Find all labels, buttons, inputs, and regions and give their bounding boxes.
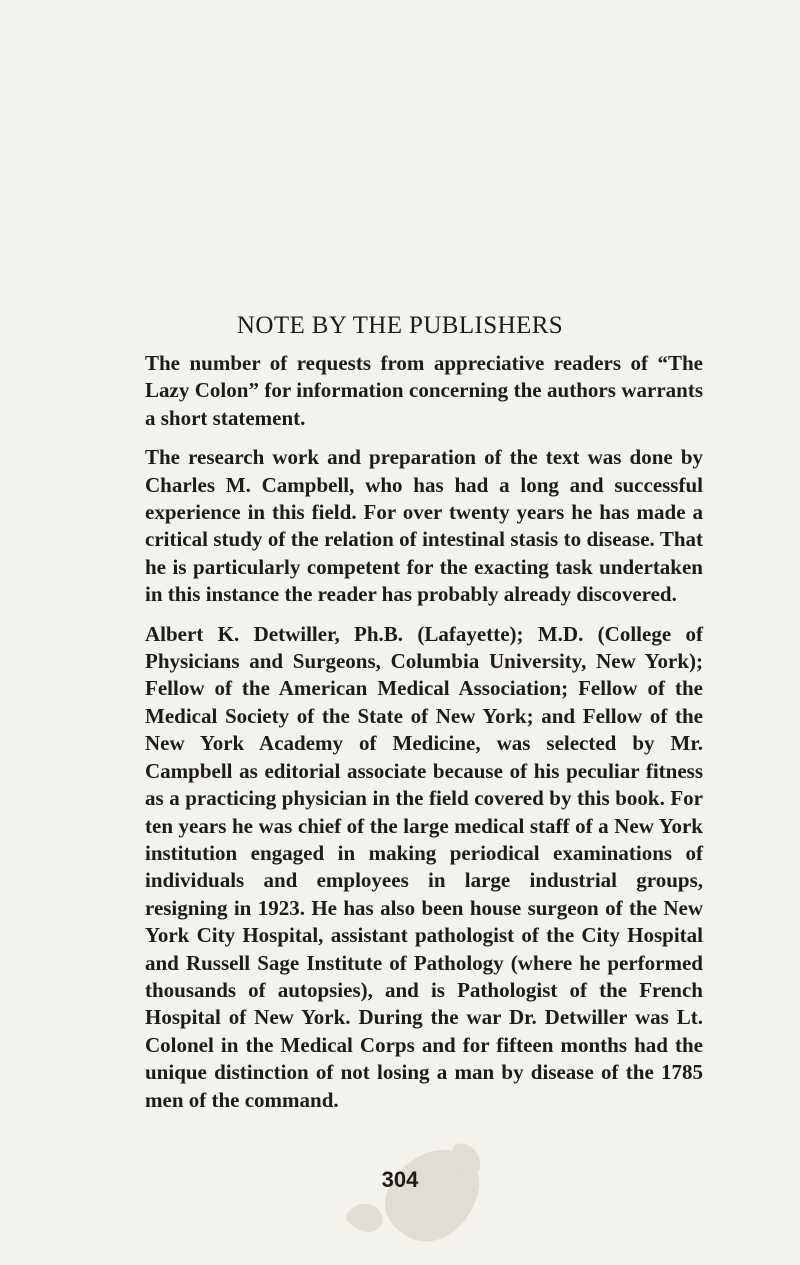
page-title: NOTE BY THE PUBLISHERS xyxy=(236,312,564,339)
page-number: 304 xyxy=(381,1167,419,1192)
paragraph-intro: The number of requests from appreciative readers of “The Lazy Colon” for information concerning the authors warrants a short statement. xyxy=(145,351,703,430)
paragraph-detwiller: Albert K. Detwiller, Ph.B. (Lafayette); M.D. (College of Physicians and Surgeons, Columbia University, New York); Fellow of the American Medical Association; Fellow of the Medical Society of the State of New York; and Fellow of the New York Academy of Medicine, was selected by Mr. Campbell as editorial associate because of his peculiar fitness as a practicing physician in the field covered by this book. For ten years he was chief of the large medical staff of a New York institution engaged in making periodical examinations of individuals and employees in large industrial groups, resigning in 1923. He has also been house surgeon of the New York City Hospital, assistant pathologist of the City Hospital and Russell Sage Institute of Pathology (where he performed thousands of autopsies), and is Pathologist of the French Hospital of New York. During the war Dr. Detwiller was Lt. Colonel in the Medical Corps and for fifteen months had the unique distinction of not losing a man by disease of the 1785 men of the command. xyxy=(145,621,703,1112)
body-text xyxy=(145,350,703,1126)
paragraph-campbell: The research work and preparation of the text was done by Charles M. Campbell, who has had a long and successful experience in this field. For over twenty years he has made a critical study of the relation of intestinal stasis to disease. That he is particularly competent for the exacting task undertaken in this instance the reader has probably already discovered. xyxy=(145,445,703,607)
